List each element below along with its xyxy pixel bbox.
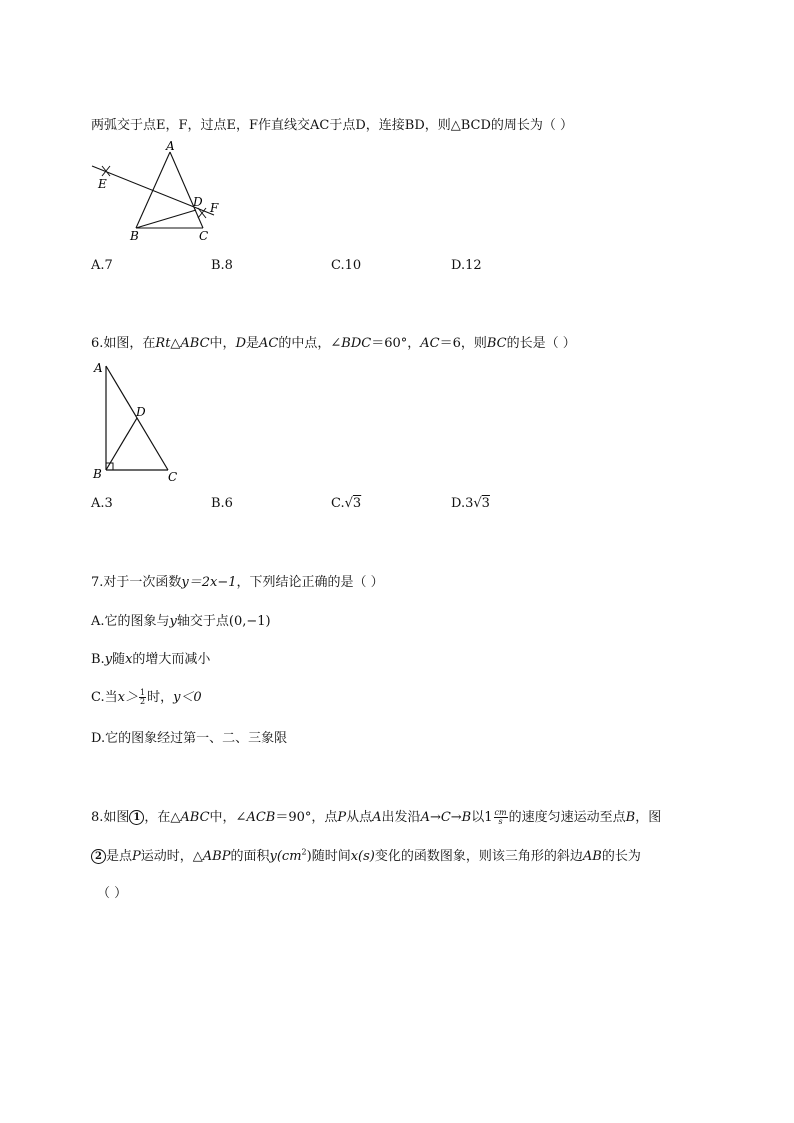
q5-label-e: E <box>98 177 107 191</box>
q6-segment-bd <box>106 418 137 470</box>
q6-figure <box>88 358 188 486</box>
q7-option-d: D.它的图象经过第一、二、三象限 <box>91 731 288 746</box>
circled-number-1: 1 <box>129 810 144 825</box>
q5-option-a: A.7 <box>91 258 113 273</box>
q7-option-a: A.它的图象与y轴交于点(0,−1) <box>91 614 271 629</box>
q6-stem: 6.如图，在Rt△ABC中，D是AC的中点，∠BDC＝60°，AC＝6，则BC的长是（ ） <box>91 336 576 351</box>
q5-label-f: F <box>210 201 219 215</box>
q6-label-c: C <box>168 470 178 484</box>
q6-option-d: D.3√3 <box>451 496 490 511</box>
speed-unit-fraction: $\frac{cm}{s}$ <box>494 808 507 826</box>
q5-label-c: C <box>199 229 209 243</box>
q6-option-b: B.6 <box>211 496 233 511</box>
q5-option-d: D.12 <box>451 258 482 273</box>
fraction-one-half: $\frac{1}{2}$ <box>139 688 146 706</box>
sqrt-icon: √ <box>344 496 353 511</box>
q8-answer-paren: （ ） <box>97 886 128 901</box>
q6-option-a: A.3 <box>91 496 113 511</box>
q6-option-c: C.√3 <box>331 496 362 511</box>
q5-label-d: D <box>193 195 203 209</box>
q5-label-b: B <box>130 229 139 243</box>
q5-arc-mark-f <box>198 208 206 218</box>
q5-option-c: C.10 <box>331 258 362 273</box>
q5-stem: 两弧交于点E，F，过点E，F作直线交AC于点D，连接BD，则△BCD的周长为（ ） <box>91 118 574 133</box>
q7-stem: 7.对于一次函数y＝2x−1，下列结论正确的是（ ） <box>91 575 384 590</box>
sqrt-icon: √ <box>473 496 482 511</box>
q5-segment-bd <box>136 210 196 228</box>
q7-option-c: C.当x＞ $\frac{1}{2}$ 时，y＜0 <box>91 688 202 706</box>
circled-number-2: 2 <box>91 849 106 864</box>
q8-line-1: 8.如图 1 ，在△ABC中，∠ACB＝90°，点P从点A出发沿A→C→B以1 $\frac{cm}{s}$ 的速度匀速运动至点B，图 <box>91 808 662 826</box>
q5-figure <box>88 138 228 246</box>
q5-label-a: A <box>166 139 175 153</box>
q8-line-2: 2 是点P运动时，△ABP的面积$y(cm^2)$随时间x(s)变化的函数图象，则该三角形的斜边AB的长为 <box>91 845 641 864</box>
q5-option-b: B.8 <box>211 258 233 273</box>
q6-label-b: B <box>93 467 102 481</box>
q5-side-ab <box>136 152 170 228</box>
q6-label-d: D <box>136 405 146 419</box>
q7-option-b: B.y随x的增大而减小 <box>91 652 211 667</box>
q6-label-a: A <box>94 361 103 375</box>
